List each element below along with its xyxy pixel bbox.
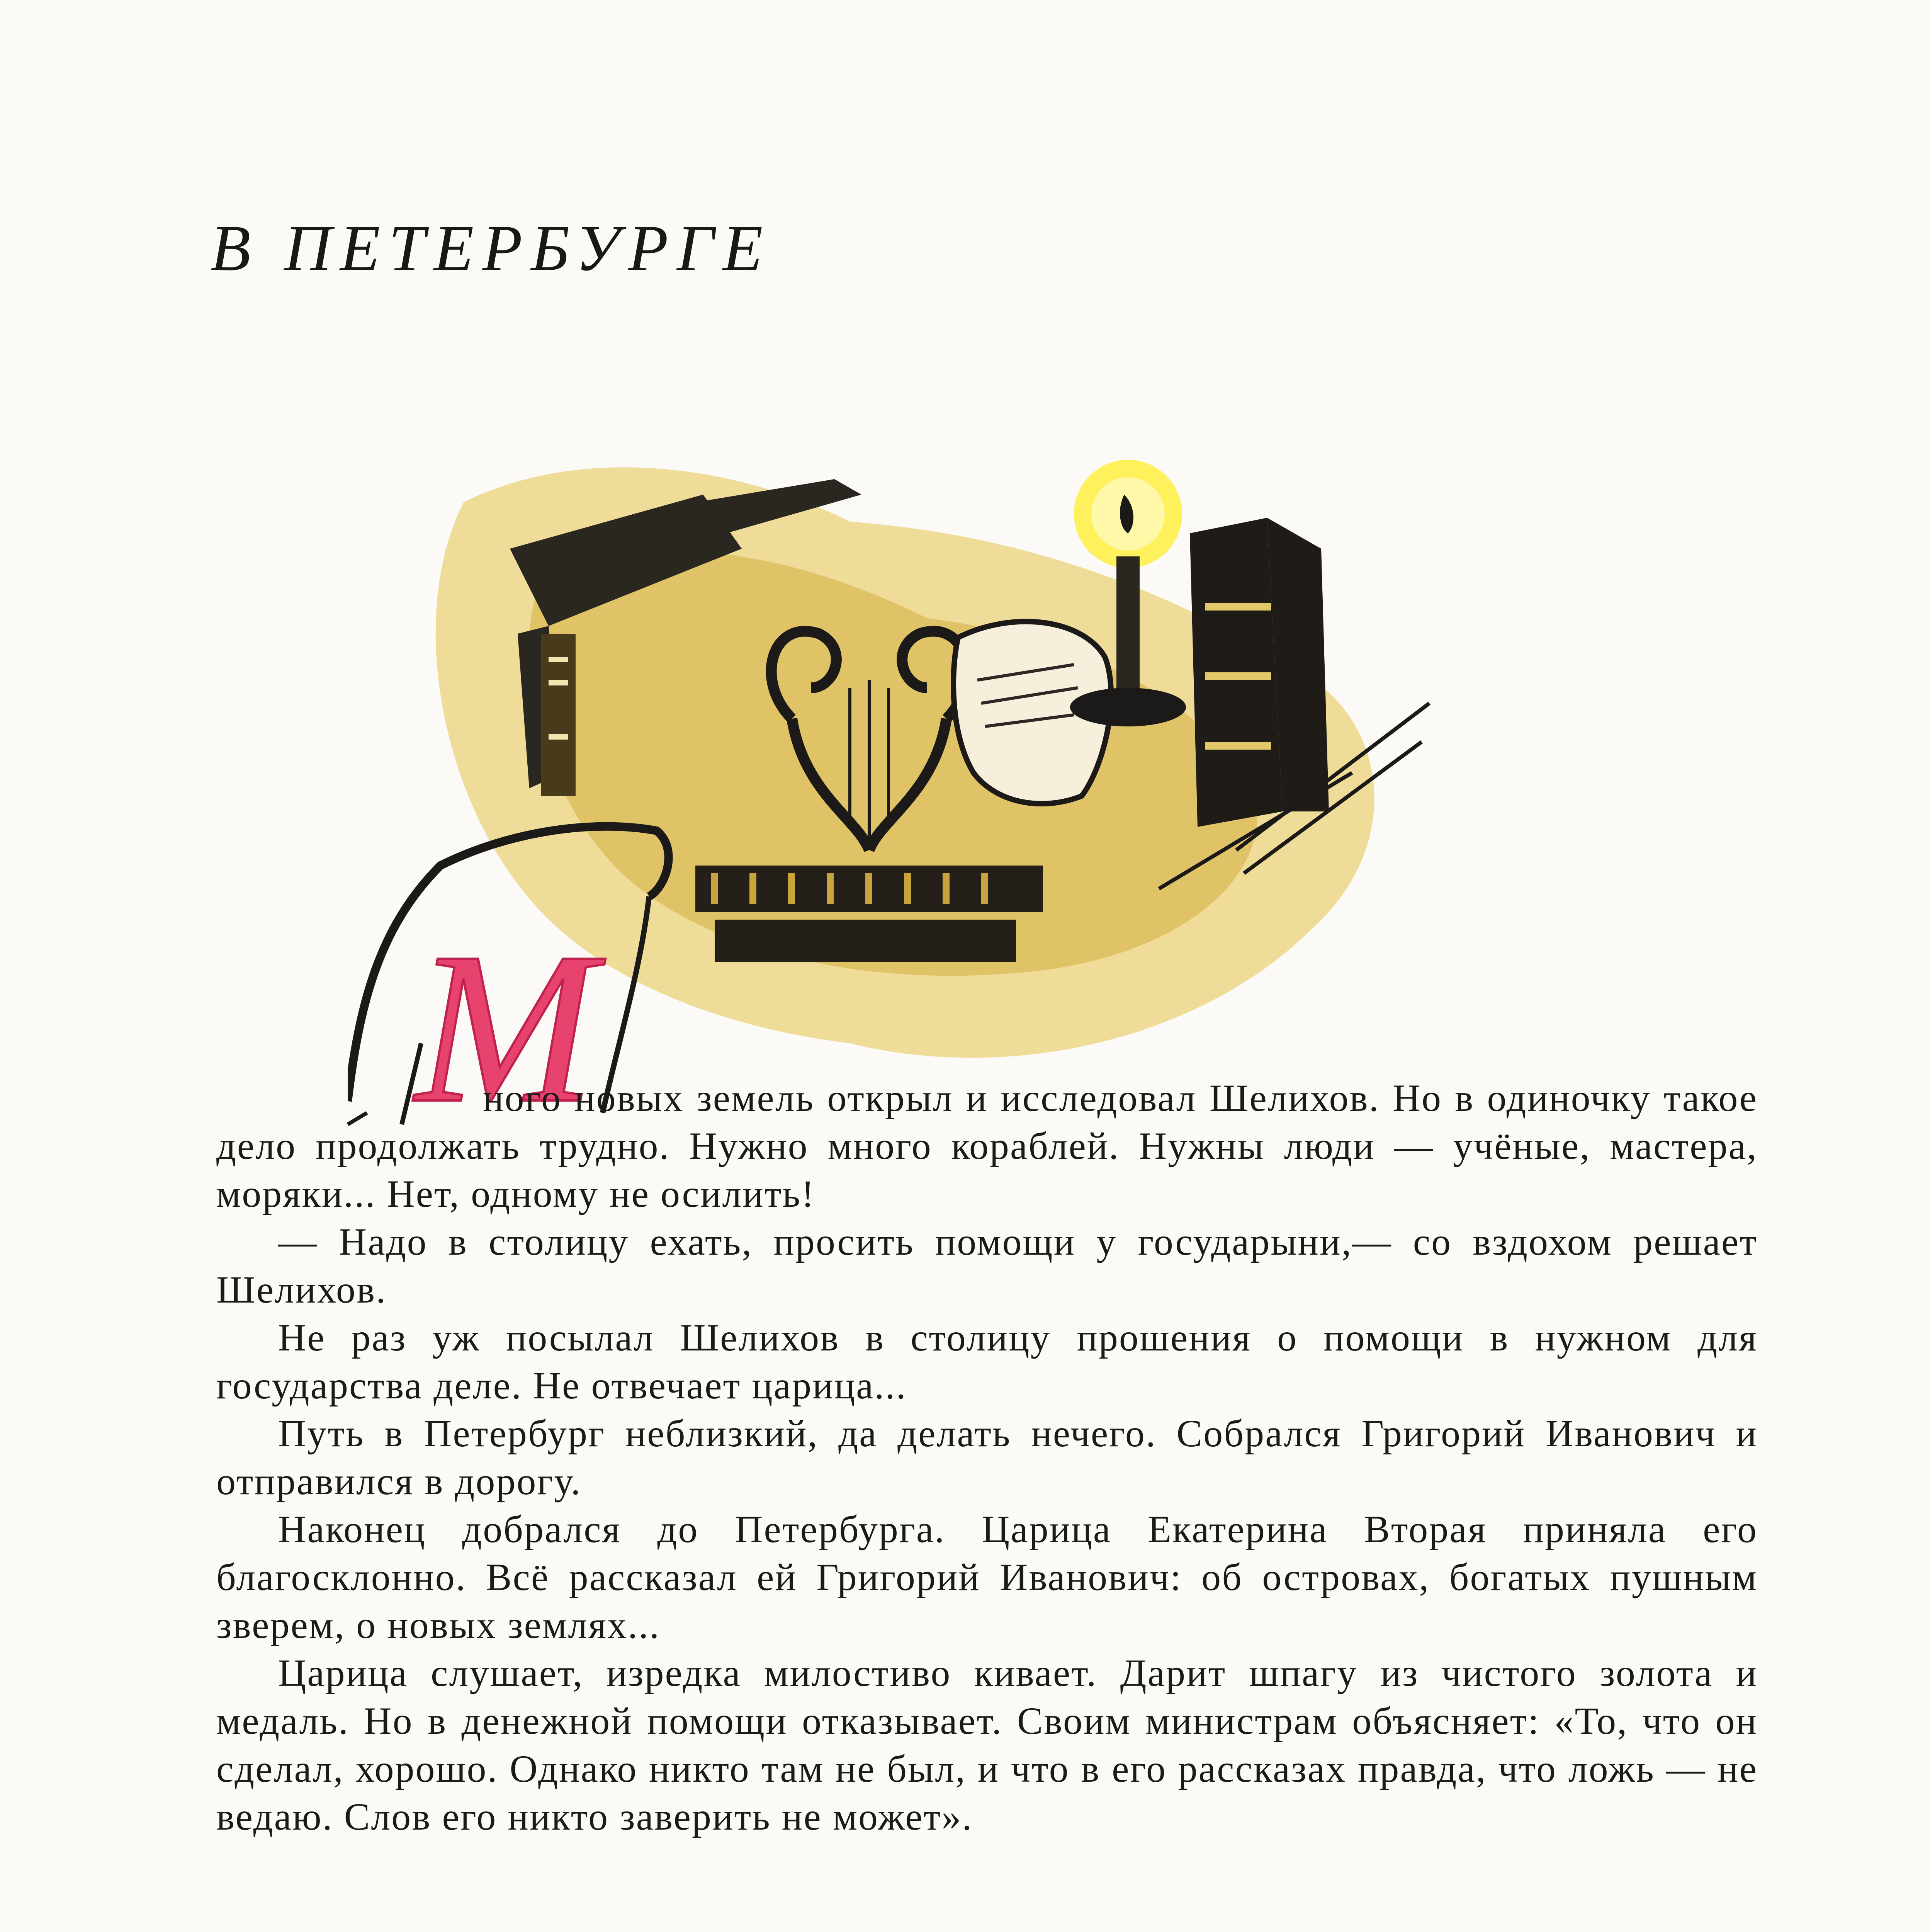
paragraph: ного новых земель открыл и исследовал Шелихов. Но в одиночку такое дело продолжать трудно. Нужно много кораблей. Нужны люди — учёные, мастера, моряки... Нет, одному не осилить!	[216, 1077, 1758, 1215]
chapter-body	[216, 1074, 1758, 1841]
chapter-title: В ПЕТЕРБУРГЕ	[211, 212, 771, 284]
paragraph: Не раз уж посылал Шелихов в столицу прошения о помощи в нужном для государства деле. Не отвечает царица...	[216, 1316, 1758, 1407]
paragraph: Наконец добрался до Петербурга. Царица Екатерина Вторая приняла его благосклонно. Всё рассказал ей Григорий Иванович: об островах, богатых пушным зверем, о новых землях...	[216, 1508, 1758, 1646]
paragraph: Путь в Петербург неблизкий, да делать нечего. Собрался Григорий Иванович и отправился в дорогу.	[216, 1412, 1758, 1503]
drop-cap-letter: М	[415, 908, 596, 1148]
paragraph: Царица слушает, изредка милостиво кивает. Дарит шпагу из чистого золота и медаль. Но в денежной помощи отказывает. Своим министрам объясняет: «То, что он сделал, хорошо. Однако никто там не был, и что в его рассказах правда, что ложь — не ведаю. Слов его никто заверить не может».	[216, 1651, 1758, 1838]
paragraph: — Надо в столицу ехать, просить помощи у государыни,— со вздохом решает Шелихов.	[216, 1220, 1758, 1311]
